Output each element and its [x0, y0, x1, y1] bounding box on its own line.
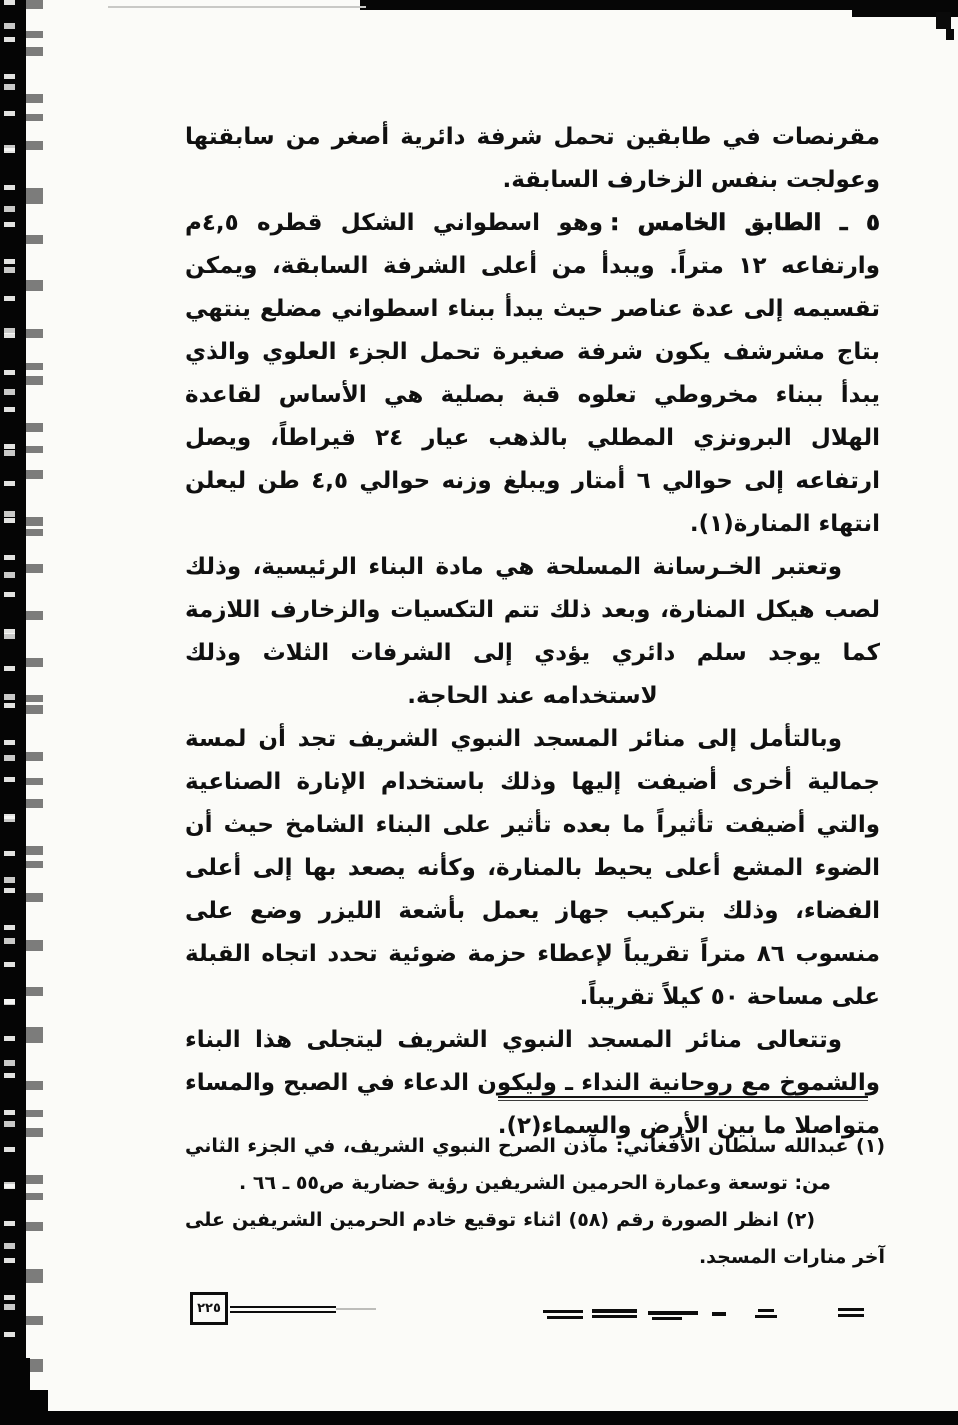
paragraph-fifth-floor-text: وهو اسطواني الشكل قطره ٤,٥م وارتفاعه ١٢ متراً. ويبدأ من أعلى الشرفة السابقة، ويمكن تقسيمه إلى عدة عناصر حيث يبدأ ببناء اسطواني مضلع ينتهي بتاج مشرشف يكون شرفة صغيرة تحمل الجزء العلوي والذي يبدأ ببناء مخروطي تعلوه قبة بصلية هي الأساس لقاعدة الهلال البرونزي المطلي بالذهب عيار ٢٤ قيراطاً، ويصل ارتفاعه إلى حوالي ٦ أمتار ويبلغ وزنه حوالي ٤,٥ طن ليعلن انتهاء المنارة(١).: [185, 210, 880, 537]
page-number-rule-faint: [336, 1308, 376, 1310]
bleed-mark: [838, 1314, 864, 1317]
bleed-mark: [547, 1316, 583, 1319]
bleed-mark: [592, 1315, 637, 1318]
bleed-mark: [648, 1311, 698, 1315]
footnote-2-marker: (٢): [786, 1209, 815, 1231]
bleed-mark: [838, 1308, 864, 1311]
footnote-1-marker: (١): [856, 1135, 885, 1157]
bleed-mark: [712, 1312, 726, 1316]
bleed-mark: [543, 1310, 583, 1313]
footnote-separator-rule: [498, 1096, 868, 1101]
scan-noise-light: [4, 0, 15, 1425]
scan-blot-bottom-left-small: [24, 1390, 48, 1414]
bleed-mark: [758, 1309, 774, 1312]
page-number: ٢٢٥: [197, 1301, 221, 1316]
scan-blot-top-right: [936, 12, 951, 29]
scan-faint-top-line: [108, 6, 366, 8]
heading-fifth-floor: ٥ ـ الطابق الخامس :: [610, 210, 880, 236]
scan-blot-top-right-small: [946, 29, 954, 40]
paragraph-closing: وتتعالى منائر المسجد النبوي الشريف ليتجلى هذا البناء والشموخ مع روحانية النداء ـ وليكون الدعاء في الصبح والمساء متواصلا ما بين الأرض والسماء(٢).: [185, 1027, 880, 1139]
footnote-2: [185, 1202, 885, 1276]
scan-noise-dark: [26, 0, 43, 1425]
bleed-mark: [755, 1315, 777, 1318]
footnotes-block: [185, 1128, 885, 1276]
page-number-rule: [230, 1306, 336, 1308]
paragraph-lighting: وبالتأمل إلى منائر المسجد النبوي الشريف تجد أن لمسة جمالية أخرى أضيفت إليها وذلك باستخدام الإنارة الصناعية والتي أضيفت تأثيراً ما بعده تأثير على البناء الشامخ حيث أن الضوء المشع أعلى يحيط بالمنارة، وكأنه يصعد بها إلى أعلى الفضاء، وذلك بتركيب جهاز يعمل بأشعة الليزر وضع على منسوب ٨٦ متراً تقريباً لإعطاء حزمة ضوئية تحدد اتجاه القبلة على مساحة ٥٠ كيلاً تقريباً.: [185, 726, 881, 1010]
page-number-box: [190, 1292, 228, 1325]
paragraph-concrete: وتعتبر الخـرسانة المسلحة هي مادة البناء الرئيسية، وذلك لصب هيكل المنارة، وبعد ذلك تتم التكسيات والزخارف اللازمة كما يوجد سلم دائري يؤدي إلى الشرفات الثلاث وذلك لاستخدامه عند الحاجة.: [185, 554, 880, 709]
page-number-rule: [230, 1311, 336, 1313]
footnote-2-text: انظر الصورة رقم (٥٨) اثناء توقيع خادم الحرمين الشريفين على آخر منارات المسجد.: [185, 1209, 885, 1268]
paragraph-continuation: مقرنصات في طابقين تحمل شرفة دائرية أصغر من سابقتها وعولجت بنفس الزخارف السابقة.: [185, 124, 880, 193]
footnote-1-text: عبدالله سلطان الأفغاني: مآذن الصرح النبوي الشريف، في الجزء الثاني من: توسعة وعمارة الحرمين الشريفين رؤية حضارية ص٥٥ ـ ٦٦ .: [185, 1135, 849, 1194]
body-text-block: [185, 116, 880, 1148]
bleed-mark: [652, 1317, 682, 1320]
paragraph-fifth-floor: [185, 202, 880, 546]
bleed-mark: [592, 1309, 637, 1313]
scan-edge-bottom-strip: [0, 1411, 958, 1425]
footnote-1: [185, 1128, 885, 1202]
